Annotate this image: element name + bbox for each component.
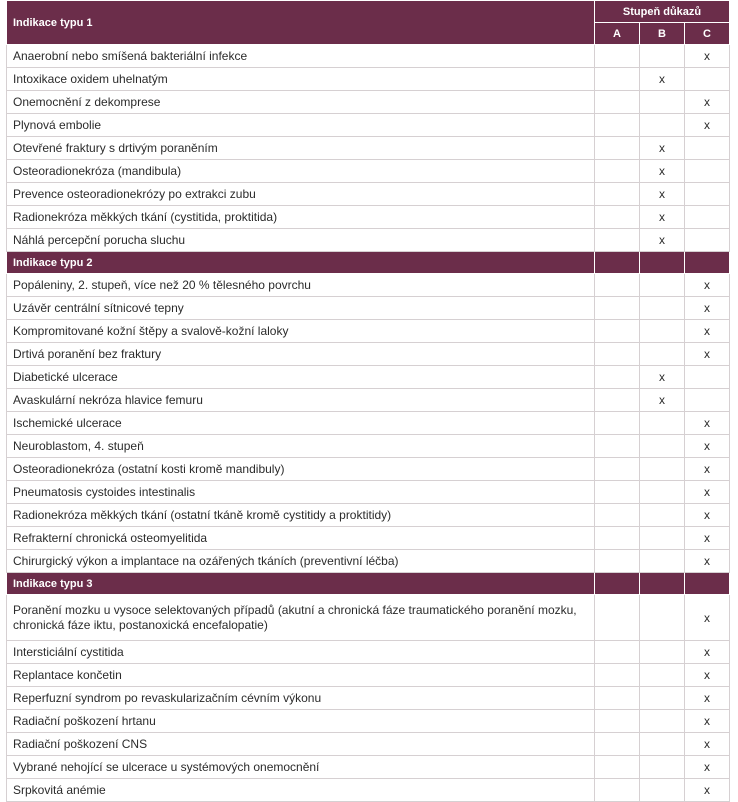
table-body [7, 45, 730, 802]
section-header-empty-cell [595, 252, 640, 274]
evidence-mark-c: x [685, 710, 730, 733]
table-row [7, 527, 730, 550]
evidence-mark-b [640, 297, 685, 320]
section-header [7, 573, 730, 595]
table-row [7, 710, 730, 733]
evidence-mark-a [595, 733, 640, 756]
evidence-mark-c [685, 229, 730, 252]
evidence-mark-c: x [685, 458, 730, 481]
evidence-mark-c: x [685, 114, 730, 137]
evidence-mark-c: x [685, 527, 730, 550]
indication-name: Avaskulární nekróza hlavice femuru [7, 389, 595, 412]
evidence-mark-b: x [640, 366, 685, 389]
section-title: Indikace typu 2 [7, 252, 595, 274]
table-row [7, 183, 730, 206]
evidence-mark-b [640, 412, 685, 435]
evidence-mark-c [685, 206, 730, 229]
evidence-mark-c [685, 137, 730, 160]
evidence-col-c: C [685, 23, 730, 45]
evidence-mark-a [595, 137, 640, 160]
indication-name: Popáleniny, 2. stupeň, více než 20 % tělesného povrchu [7, 274, 595, 297]
evidence-level-header: Stupeň důkazů [595, 1, 730, 23]
section-header-empty-cell [640, 573, 685, 595]
evidence-mark-c [685, 366, 730, 389]
evidence-mark-b [640, 664, 685, 687]
evidence-mark-a [595, 366, 640, 389]
indication-name: Pneumatosis cystoides intestinalis [7, 481, 595, 504]
table-row [7, 435, 730, 458]
evidence-mark-b [640, 435, 685, 458]
indication-name: Osteoradionekróza (ostatní kosti kromě mandibuly) [7, 458, 595, 481]
evidence-mark-c: x [685, 412, 730, 435]
evidence-mark-a [595, 550, 640, 573]
evidence-mark-a [595, 435, 640, 458]
indication-name: Uzávěr centrální sítnicové tepny [7, 297, 595, 320]
table-row [7, 91, 730, 114]
evidence-mark-c: x [685, 435, 730, 458]
evidence-mark-a [595, 481, 640, 504]
indication-name: Chirurgický výkon a implantace na ozářených tkáních (preventivní léčba) [7, 550, 595, 573]
evidence-mark-c: x [685, 481, 730, 504]
evidence-mark-b: x [640, 183, 685, 206]
section-header-empty-cell [685, 573, 730, 595]
section-title: Indikace typu 3 [7, 573, 595, 595]
indication-name: Poranění mozku u vysoce selektovaných případů (akutní a chronická fáze traumatického poranění mozku, chronická fáze iktu, postanoxická encefalopatie) [7, 595, 595, 641]
indication-name: Drtivá poranění bez fraktury [7, 343, 595, 366]
evidence-mark-b [640, 481, 685, 504]
evidence-mark-b [640, 595, 685, 641]
indication-name: Náhlá percepční porucha sluchu [7, 229, 595, 252]
table-row [7, 458, 730, 481]
evidence-mark-b [640, 779, 685, 802]
indication-name: Radionekróza měkkých tkání (ostatní tkáně kromě cystitidy a proktitidy) [7, 504, 595, 527]
evidence-mark-a [595, 297, 640, 320]
evidence-mark-b [640, 641, 685, 664]
indication-type-1-header: Indikace typu 1 [7, 1, 595, 45]
indication-name: Plynová embolie [7, 114, 595, 137]
indication-name: Diabetické ulcerace [7, 366, 595, 389]
indication-name: Osteoradionekróza (mandibula) [7, 160, 595, 183]
evidence-mark-c: x [685, 664, 730, 687]
section-header-empty-cell [685, 252, 730, 274]
evidence-mark-a [595, 343, 640, 366]
evidence-mark-c: x [685, 343, 730, 366]
table-row [7, 481, 730, 504]
evidence-mark-a [595, 160, 640, 183]
evidence-mark-c [685, 68, 730, 91]
evidence-mark-b [640, 756, 685, 779]
evidence-mark-a [595, 412, 640, 435]
indication-name: Otevřené fraktury s drtivým poraněním [7, 137, 595, 160]
evidence-mark-a [595, 756, 640, 779]
indication-name: Prevence osteoradionekrózy po extrakci zubu [7, 183, 595, 206]
evidence-mark-b [640, 320, 685, 343]
evidence-mark-b [640, 91, 685, 114]
table-row [7, 595, 730, 641]
section-header-empty-cell [595, 573, 640, 595]
indication-name: Intoxikace oxidem uhelnatým [7, 68, 595, 91]
evidence-col-a: A [595, 23, 640, 45]
evidence-mark-a [595, 274, 640, 297]
indication-name: Replantace končetin [7, 664, 595, 687]
table-row [7, 320, 730, 343]
evidence-mark-c [685, 183, 730, 206]
evidence-mark-b [640, 274, 685, 297]
evidence-mark-b: x [640, 137, 685, 160]
evidence-mark-a [595, 183, 640, 206]
indication-name: Radiační poškození hrtanu [7, 710, 595, 733]
table-row [7, 664, 730, 687]
evidence-mark-b [640, 114, 685, 137]
table-row [7, 389, 730, 412]
indication-name: Radiační poškození CNS [7, 733, 595, 756]
evidence-mark-b [640, 504, 685, 527]
evidence-mark-a [595, 91, 640, 114]
evidence-mark-b [640, 710, 685, 733]
indication-name: Ischemické ulcerace [7, 412, 595, 435]
evidence-mark-c: x [685, 274, 730, 297]
evidence-col-b: B [640, 23, 685, 45]
evidence-mark-a [595, 595, 640, 641]
table-row [7, 779, 730, 802]
evidence-mark-c: x [685, 91, 730, 114]
evidence-mark-a [595, 527, 640, 550]
evidence-mark-c: x [685, 687, 730, 710]
indication-name: Anaerobní nebo smíšená bakteriální infekce [7, 45, 595, 68]
evidence-mark-c: x [685, 595, 730, 641]
table-row [7, 68, 730, 91]
table-row [7, 641, 730, 664]
evidence-mark-a [595, 710, 640, 733]
table-row [7, 160, 730, 183]
table-row [7, 504, 730, 527]
evidence-mark-c: x [685, 297, 730, 320]
evidence-mark-c: x [685, 641, 730, 664]
evidence-mark-a [595, 229, 640, 252]
indication-name: Reperfuzní syndrom po revaskularizačním cévním výkonu [7, 687, 595, 710]
evidence-mark-c [685, 160, 730, 183]
evidence-mark-a [595, 664, 640, 687]
section-header-empty-cell [640, 252, 685, 274]
indication-name: Radionekróza měkkých tkání (cystitida, proktitida) [7, 206, 595, 229]
evidence-mark-c: x [685, 756, 730, 779]
table-row [7, 733, 730, 756]
evidence-mark-c: x [685, 733, 730, 756]
table-row [7, 114, 730, 137]
table-row [7, 229, 730, 252]
table-row [7, 687, 730, 710]
evidence-mark-a [595, 389, 640, 412]
table-row [7, 756, 730, 779]
evidence-mark-a [595, 45, 640, 68]
table-row [7, 550, 730, 573]
evidence-mark-b [640, 458, 685, 481]
indication-name: Neuroblastom, 4. stupeň [7, 435, 595, 458]
evidence-mark-a [595, 68, 640, 91]
table-row [7, 366, 730, 389]
evidence-mark-b: x [640, 229, 685, 252]
evidence-mark-c [685, 389, 730, 412]
evidence-mark-a [595, 206, 640, 229]
evidence-mark-a [595, 779, 640, 802]
evidence-mark-b: x [640, 68, 685, 91]
evidence-mark-b: x [640, 389, 685, 412]
evidence-mark-c: x [685, 320, 730, 343]
table-row [7, 206, 730, 229]
evidence-mark-c: x [685, 45, 730, 68]
table-row [7, 343, 730, 366]
evidence-mark-a [595, 320, 640, 343]
evidence-mark-a [595, 641, 640, 664]
evidence-mark-c: x [685, 550, 730, 573]
evidence-mark-b [640, 343, 685, 366]
indication-name: Refrakterní chronická osteomyelitida [7, 527, 595, 550]
table-row [7, 412, 730, 435]
indication-name: Intersticiální cystitida [7, 641, 595, 664]
section-header [7, 252, 730, 274]
evidence-mark-b [640, 687, 685, 710]
table-row [7, 137, 730, 160]
evidence-mark-b: x [640, 206, 685, 229]
evidence-mark-c: x [685, 779, 730, 802]
evidence-mark-b [640, 527, 685, 550]
evidence-mark-a [595, 687, 640, 710]
table-row [7, 297, 730, 320]
evidence-mark-a [595, 458, 640, 481]
evidence-mark-a [595, 504, 640, 527]
indication-name: Vybrané nehojící se ulcerace u systémových onemocnění [7, 756, 595, 779]
indications-table [6, 0, 730, 802]
evidence-mark-c: x [685, 504, 730, 527]
indication-name: Srpkovitá anémie [7, 779, 595, 802]
evidence-mark-b [640, 733, 685, 756]
indication-name: Onemocnění z dekomprese [7, 91, 595, 114]
table-row [7, 45, 730, 68]
evidence-mark-b: x [640, 160, 685, 183]
evidence-mark-b [640, 550, 685, 573]
table-row [7, 274, 730, 297]
evidence-mark-a [595, 114, 640, 137]
indication-name: Kompromitované kožní štěpy a svalově-kožní laloky [7, 320, 595, 343]
evidence-mark-b [640, 45, 685, 68]
